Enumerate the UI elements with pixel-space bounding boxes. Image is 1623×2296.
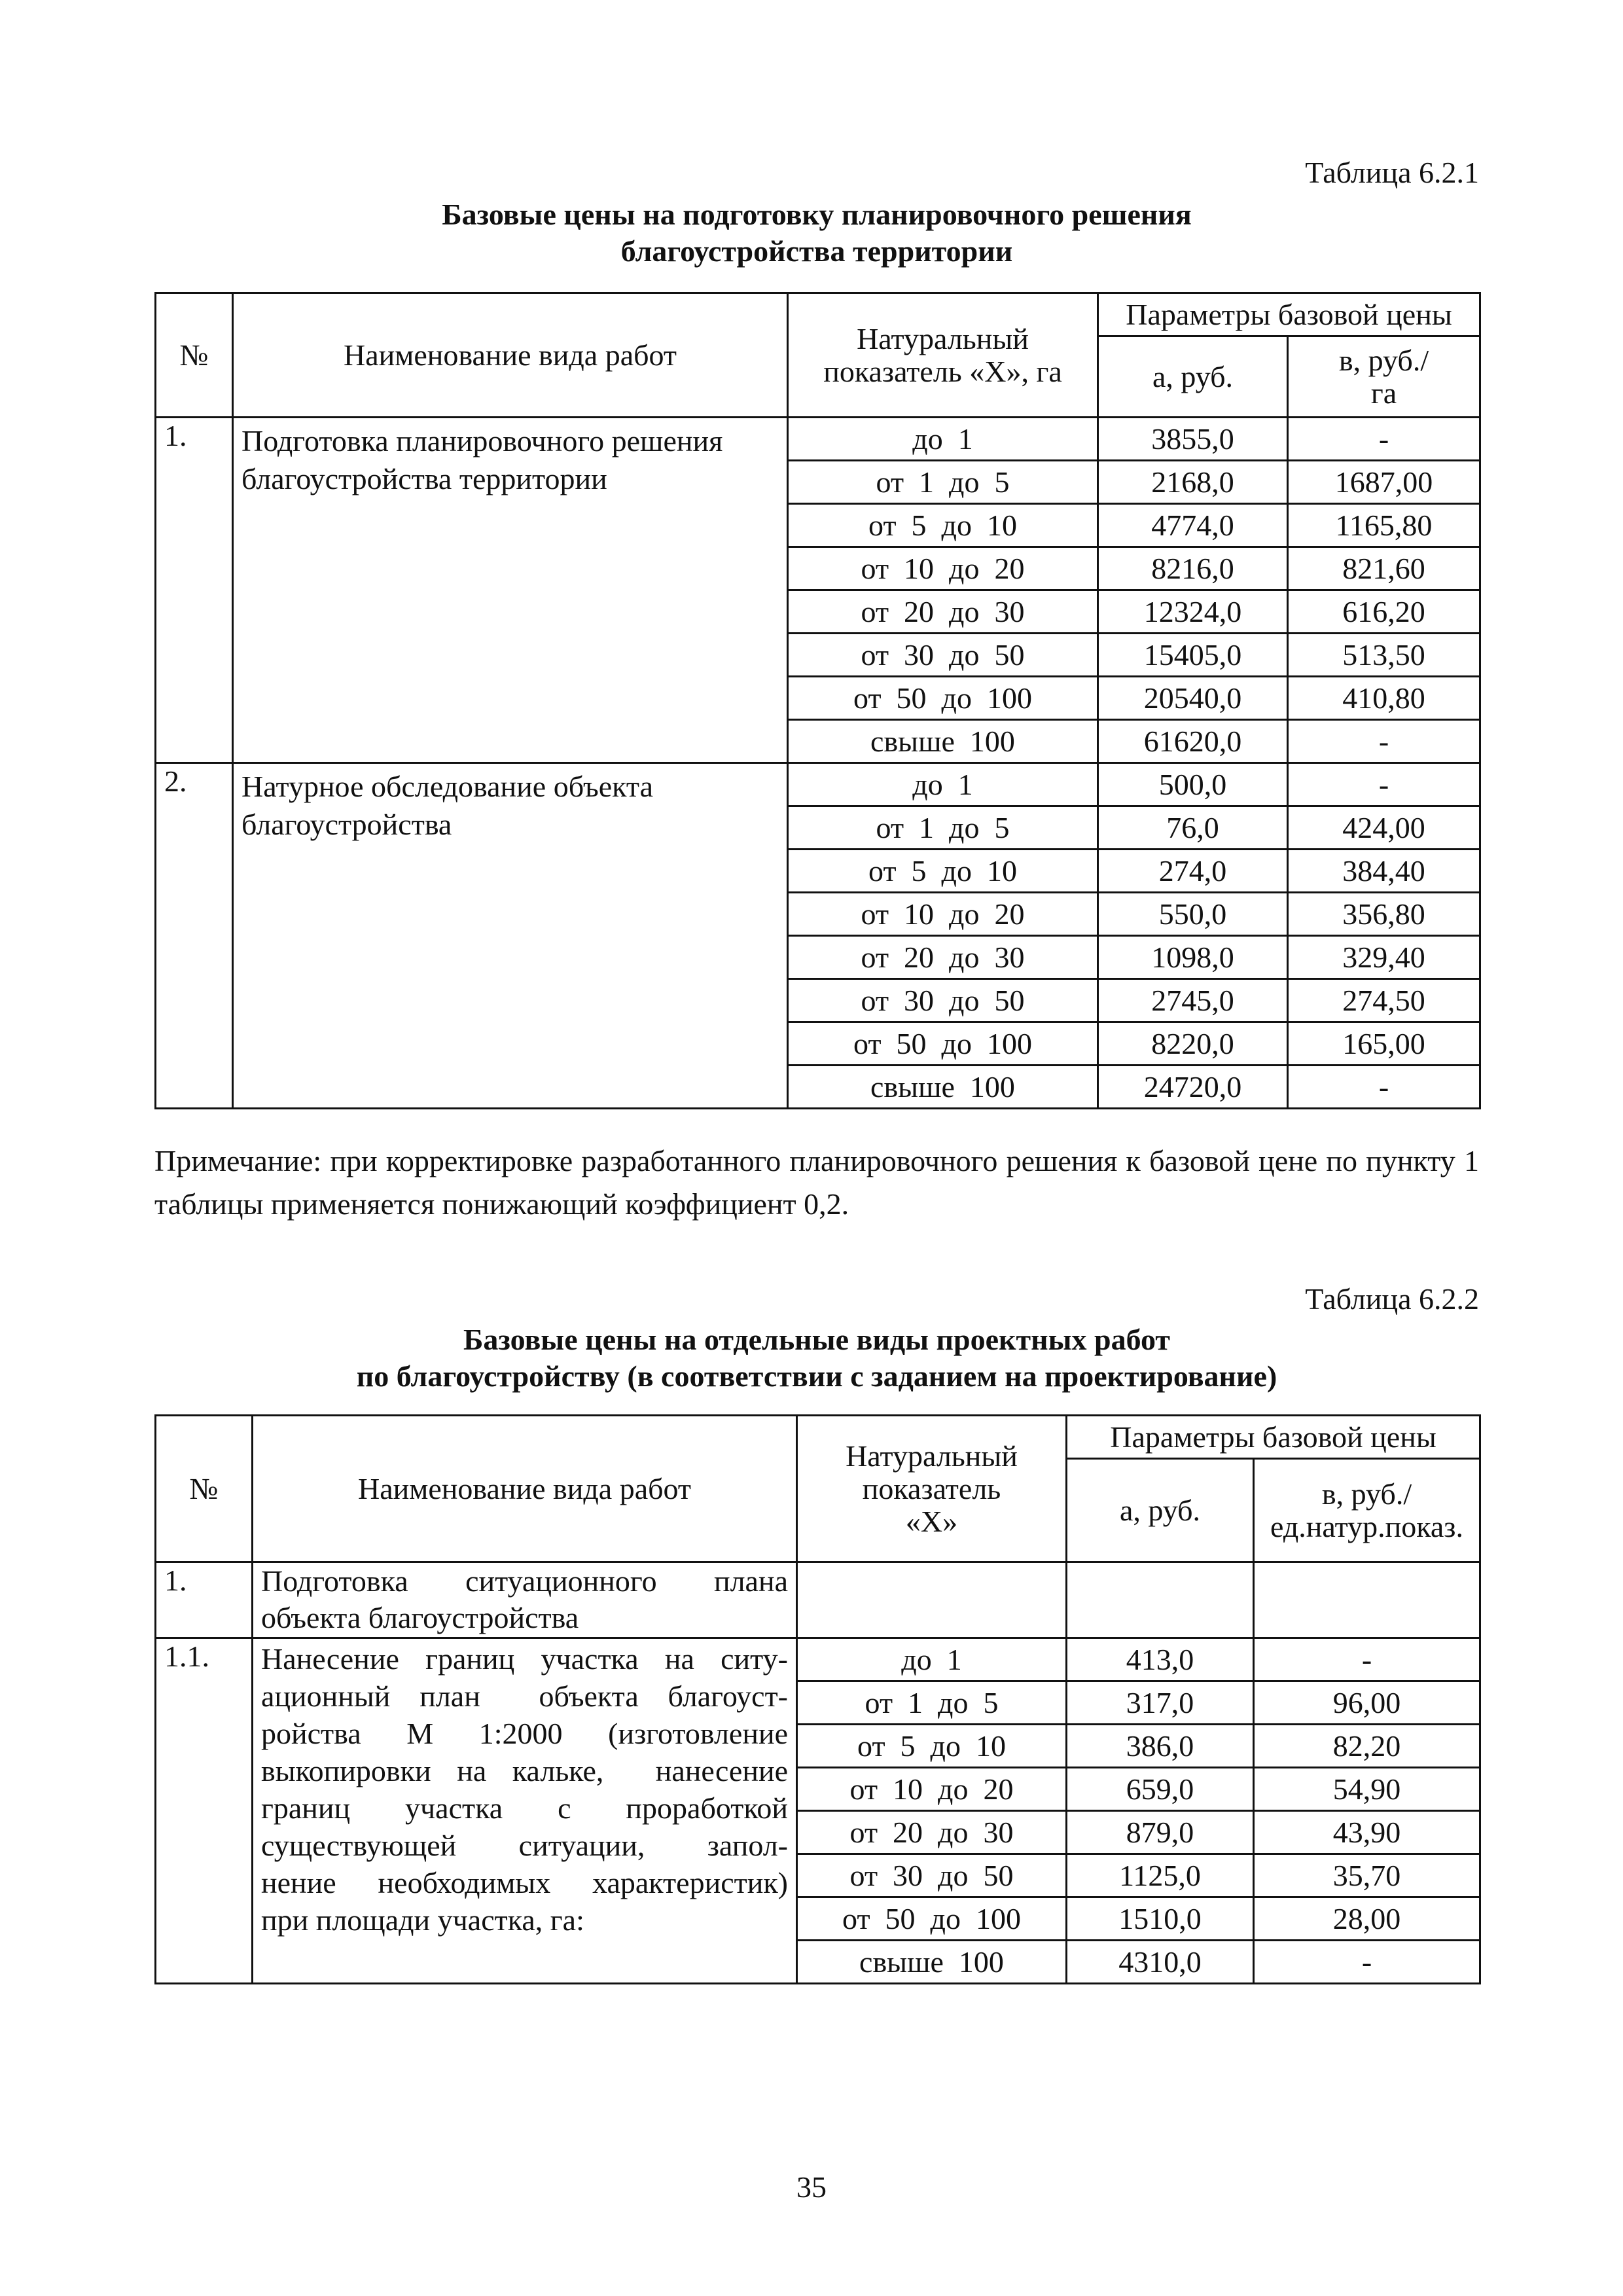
table2-b-cell: 96,00	[1254, 1681, 1480, 1725]
table2-a-cell: 4310,0	[1067, 1941, 1254, 1984]
table1-header-a: а, руб.	[1098, 336, 1288, 418]
table2-group-name-line: существующей ситуации, запол-	[261, 1829, 788, 1862]
table1-a-cell: 550,0	[1098, 893, 1288, 936]
table2-b-cell: 82,20	[1254, 1725, 1480, 1768]
table2-b-cell: 54,90	[1254, 1768, 1480, 1811]
table2-title-line1: Базовые цены на отдельные виды проектных работ	[463, 1323, 1171, 1356]
table1-b-cell: 513,50	[1288, 634, 1480, 677]
table2-row-1-no: 1.	[156, 1562, 253, 1638]
table1-b-cell: -	[1288, 1066, 1480, 1109]
table1-b-cell: 274,50	[1288, 979, 1480, 1022]
table1-range-cell: свыше 100	[788, 720, 1098, 763]
table1-a-cell: 274,0	[1098, 850, 1288, 893]
table2-b-cell: 35,70	[1254, 1854, 1480, 1897]
table2-a-cell: 1510,0	[1067, 1897, 1254, 1941]
table1-a-cell: 8220,0	[1098, 1022, 1288, 1066]
table1-a-cell: 500,0	[1098, 763, 1288, 806]
table1-range-cell: от 50 до 100	[788, 677, 1098, 720]
table2-range-cell: от 30 до 50	[797, 1854, 1067, 1897]
table1-group-name: Натурное обследование объекта благоустройства	[233, 763, 788, 1109]
table2-header-no: №	[156, 1416, 253, 1562]
table2	[154, 1414, 1481, 1984]
table2-row-1-indicator	[797, 1562, 1067, 1638]
table2-header-params: Параметры базовой цены	[1067, 1416, 1480, 1459]
table1-b-cell: 329,40	[1288, 936, 1480, 979]
table1-a-cell: 2168,0	[1098, 461, 1288, 504]
table2-group-name-line: ройства М 1:2000 (изготовление	[261, 1717, 788, 1750]
table2-header-name: Наименование вида работ	[253, 1416, 797, 1562]
table1-group-no: 1.	[156, 418, 233, 763]
table2-a-cell: 659,0	[1067, 1768, 1254, 1811]
table1-a-cell: 15405,0	[1098, 634, 1288, 677]
table2-range-cell: свыше 100	[797, 1941, 1067, 1984]
table1-a-cell: 4774,0	[1098, 504, 1288, 547]
table1-range-cell: от 20 до 30	[788, 590, 1098, 634]
table1-b-cell: 1165,80	[1288, 504, 1480, 547]
table1-b-cell: 410,80	[1288, 677, 1480, 720]
table1	[154, 292, 1481, 1109]
table1-b-cell: 356,80	[1288, 893, 1480, 936]
table2-b-cell: -	[1254, 1941, 1480, 1984]
table1-b-cell: 1687,00	[1288, 461, 1480, 504]
table1-range-cell: до 1	[788, 763, 1098, 806]
table1-b-cell: 424,00	[1288, 806, 1480, 850]
table1-a-cell: 12324,0	[1098, 590, 1288, 634]
table2-row-1	[156, 1562, 1480, 1638]
table2-range-cell: от 20 до 30	[797, 1811, 1067, 1854]
table1-header-params: Параметры базовой цены	[1098, 293, 1480, 336]
table2-number: Таблица 6.2.2	[1305, 1282, 1479, 1316]
table1-group-name: Подготовка планировочного решения благоустройства территории	[233, 418, 788, 763]
table1-title-line2: благоустройства территории	[620, 234, 1013, 268]
table1-a-cell: 8216,0	[1098, 547, 1288, 590]
table1-b-cell: -	[1288, 418, 1480, 461]
table2-b-cell: 28,00	[1254, 1897, 1480, 1941]
table2-row-1-b	[1254, 1562, 1480, 1638]
table1-a-cell: 1098,0	[1098, 936, 1288, 979]
table2-group-name-line: границ участка с проработкой	[261, 1791, 788, 1825]
table1-title-line1: Базовые цены на подготовку планировочного решения	[442, 198, 1192, 231]
table2-row	[156, 1638, 1480, 1681]
table1-range-cell: от 1 до 5	[788, 461, 1098, 504]
table1-range-cell: от 30 до 50	[788, 634, 1098, 677]
page-number: 35	[796, 2170, 827, 2204]
table1-range-cell: от 20 до 30	[788, 936, 1098, 979]
table2-header-a: а, руб.	[1067, 1459, 1254, 1562]
table1-b-cell: 165,00	[1288, 1022, 1480, 1066]
table1-range-cell: от 5 до 10	[788, 504, 1098, 547]
table2-b-cell: 43,90	[1254, 1811, 1480, 1854]
table2-group-name-line: нение необходимых характеристик)	[261, 1866, 788, 1899]
table1-range-cell: от 10 до 20	[788, 547, 1098, 590]
table1-note: Примечание: при корректировке разработанного планировочного решения к базовой цене по пункту 1 таблицы применяется понижающий коэффициент 0,2.	[154, 1144, 1479, 1221]
table1-row	[156, 418, 1480, 461]
table1-group-no: 2.	[156, 763, 233, 1109]
table1-range-cell: от 30 до 50	[788, 979, 1098, 1022]
table1-b-cell: -	[1288, 763, 1480, 806]
table2-range-cell: до 1	[797, 1638, 1067, 1681]
table1-b-cell: -	[1288, 720, 1480, 763]
table1-range-cell: свыше 100	[788, 1066, 1098, 1109]
table1-b-cell: 821,60	[1288, 547, 1480, 590]
table1-row	[156, 763, 1480, 806]
table1-number: Таблица 6.2.1	[1305, 156, 1479, 189]
table2-group-no: 1.1.	[156, 1638, 253, 1984]
table2-group-name	[253, 1638, 797, 1984]
table2-a-cell: 386,0	[1067, 1725, 1254, 1768]
table2-range-cell: от 10 до 20	[797, 1768, 1067, 1811]
table2-group-name-line: при площади участка, га:	[261, 1903, 584, 1937]
document-page	[154, 0, 1479, 1984]
table2-group-name-line: выкопировки на кальке, нанесение	[261, 1754, 788, 1787]
table2-row-1-name: Подготовка ситуационного плана объекта благоустройства	[253, 1562, 797, 1638]
table1-a-cell: 3855,0	[1098, 418, 1288, 461]
table1-range-cell: от 10 до 20	[788, 893, 1098, 936]
table2-range-cell: от 1 до 5	[797, 1681, 1067, 1725]
table1-b-cell: 384,40	[1288, 850, 1480, 893]
table2-title-line2: по благоустройству (в соответствии с заданием на проектирование)	[356, 1359, 1277, 1393]
table2-a-cell: 413,0	[1067, 1638, 1254, 1681]
table1-header-no: №	[156, 293, 233, 418]
table1-b-cell: 616,20	[1288, 590, 1480, 634]
table1-a-cell: 20540,0	[1098, 677, 1288, 720]
table2-a-cell: 879,0	[1067, 1811, 1254, 1854]
table1-range-cell: до 1	[788, 418, 1098, 461]
table2-a-cell: 317,0	[1067, 1681, 1254, 1725]
table1-range-cell: от 1 до 5	[788, 806, 1098, 850]
table1-a-cell: 24720,0	[1098, 1066, 1288, 1109]
table2-b-cell: -	[1254, 1638, 1480, 1681]
table1-a-cell: 2745,0	[1098, 979, 1288, 1022]
table1-a-cell: 61620,0	[1098, 720, 1288, 763]
table2-row-1-a	[1067, 1562, 1254, 1638]
table2-group-name-line: ационный план объекта благоуст-	[261, 1679, 788, 1713]
table2-a-cell: 1125,0	[1067, 1854, 1254, 1897]
table1-header-b: в, руб./га	[1288, 336, 1480, 418]
table1-header-name: Наименование вида работ	[233, 293, 788, 418]
table1-range-cell: от 50 до 100	[788, 1022, 1098, 1066]
table2-group-name-line: Нанесение границ участка на ситу-	[261, 1642, 788, 1676]
table1-range-cell: от 5 до 10	[788, 850, 1098, 893]
table2-header-indicator: Натуральный показатель «Х»	[797, 1416, 1067, 1562]
table2-range-cell: от 5 до 10	[797, 1725, 1067, 1768]
table1-header-indicator: Натуральный показатель «Х», га	[788, 293, 1098, 418]
table2-range-cell: от 50 до 100	[797, 1897, 1067, 1941]
table1-a-cell: 76,0	[1098, 806, 1288, 850]
table2-header-b: в, руб./ ед.натур.показ.	[1254, 1459, 1480, 1562]
